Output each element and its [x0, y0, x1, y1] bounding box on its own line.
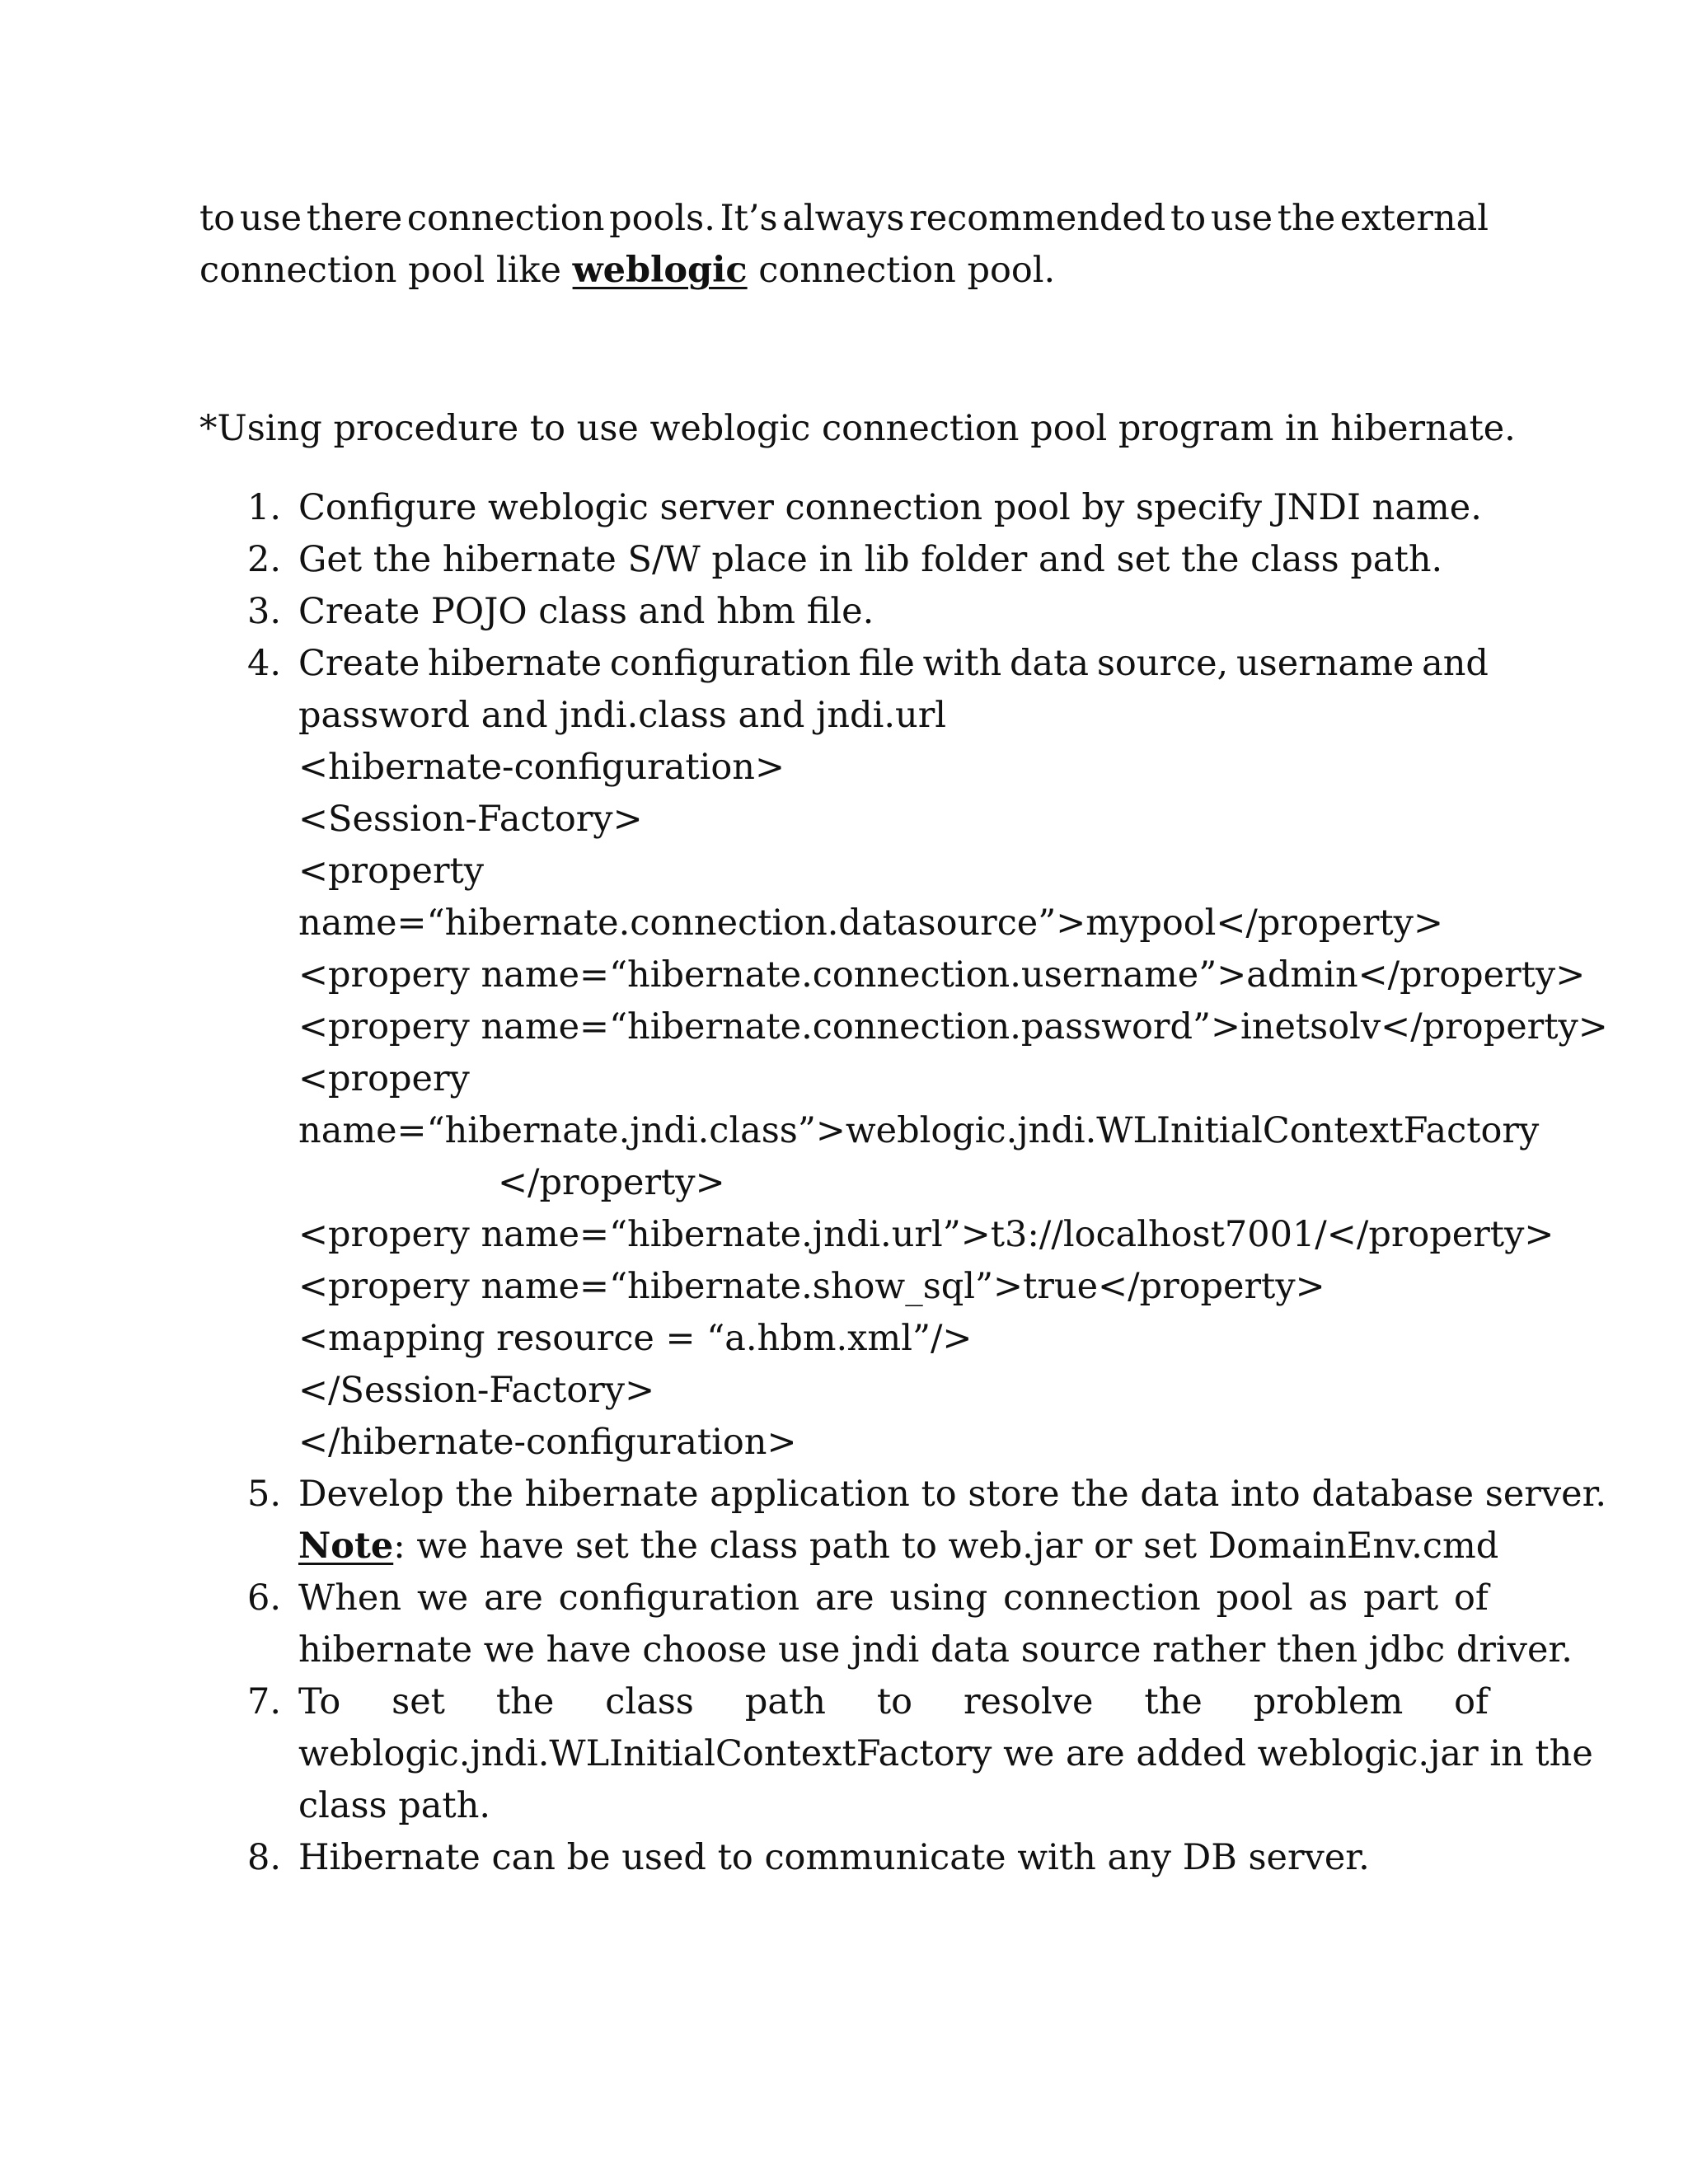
word: set — [392, 1681, 445, 1722]
config-line: <propery name=“hibernate.connection.username”>admin</property> — [298, 954, 1586, 996]
step-2-text: Get the hibernate S/W place in lib folder and set the class path. — [298, 539, 1443, 580]
step-7-line-1 — [298, 1676, 1489, 1728]
step-number: 7. — [247, 1681, 282, 1722]
config-line: <propery name=“hibernate.show_sql”>true</property> — [298, 1266, 1325, 1307]
step-6-line-1 — [298, 1572, 1489, 1624]
note-text: : we have set the class path to web.jar or set DomainEnv.cmd — [393, 1526, 1499, 1567]
step-1-text: Configure weblogic server connection pool by specify JNDI name. — [298, 487, 1482, 528]
word: pool — [1216, 1577, 1293, 1619]
config-line: </Session-Factory> — [298, 1370, 655, 1411]
word: problem — [1253, 1681, 1404, 1722]
word: Create — [298, 643, 420, 684]
word: file — [859, 643, 915, 684]
word: configuration — [609, 643, 851, 684]
step-4-line-2: password and jndi.class and jndi.url — [298, 695, 947, 736]
step-3-text: Create POJO class and hbm file. — [298, 591, 874, 632]
word: using — [889, 1577, 988, 1619]
config-line: <property — [298, 851, 485, 892]
word: recommended — [909, 198, 1166, 239]
word: username — [1236, 643, 1414, 684]
word: and — [1422, 643, 1489, 684]
step-7-line-2: weblogic.jndi.WLInitialContextFactory we are added weblogic.jar in the — [298, 1733, 1593, 1774]
step-number: 4. — [247, 643, 282, 684]
word: of — [1454, 1681, 1489, 1722]
config-line: name=“hibernate.connection.datasource”>mypool</property> — [298, 902, 1443, 944]
config-line: </property> — [498, 1162, 725, 1203]
word: To — [298, 1681, 341, 1722]
word: hibernate — [428, 643, 603, 684]
word: the — [1277, 198, 1336, 239]
step-number: 8. — [247, 1837, 282, 1878]
word: the — [495, 1681, 555, 1722]
word: It’s — [720, 198, 778, 239]
word: are — [484, 1577, 543, 1619]
word: with — [922, 643, 1002, 684]
step-7-line-3: class path. — [298, 1785, 491, 1826]
step-6-line-2: hibernate we have choose use jndi data source rather then jdbc driver. — [298, 1629, 1573, 1671]
step-number: 1. — [247, 487, 282, 528]
intro-line-2 — [199, 245, 1489, 297]
word: part — [1363, 1577, 1439, 1619]
word: path — [744, 1681, 826, 1722]
word: the — [1144, 1681, 1203, 1722]
config-line: <Session-Factory> — [298, 799, 643, 840]
word: pools. — [609, 198, 715, 239]
word: to — [199, 198, 236, 239]
config-line: <mapping resource = “a.hbm.xml”/> — [298, 1318, 973, 1359]
step-4-line-1 — [298, 638, 1489, 690]
config-line: <propery name=“hibernate.connection.password”>inetsolv</property> — [298, 1006, 1608, 1047]
procedure-heading: *Using procedure to use weblogic connection pool program in hibernate. — [199, 408, 1516, 449]
config-line: <hibernate-configuration> — [298, 747, 785, 788]
word: use — [239, 198, 302, 239]
word: When — [298, 1577, 402, 1619]
intro-text: connection pool like — [199, 250, 573, 291]
word: we — [416, 1577, 469, 1619]
word: data — [1009, 643, 1090, 684]
intro-text: connection pool. — [747, 250, 1056, 291]
config-line: name=“hibernate.jndi.class”>weblogic.jndi.WLInitialContextFactory — [298, 1110, 1540, 1151]
word: are — [814, 1577, 874, 1619]
step-number: 2. — [247, 539, 282, 580]
word: to — [876, 1681, 913, 1722]
word: as — [1308, 1577, 1348, 1619]
word: class — [605, 1681, 694, 1722]
note-label: Note — [298, 1526, 394, 1567]
step-8-text: Hibernate can be used to communicate with any DB server. — [298, 1837, 1370, 1878]
step-number: 6. — [247, 1577, 282, 1619]
word: to — [1170, 198, 1207, 239]
word: external — [1339, 198, 1489, 239]
word: source, — [1096, 643, 1229, 684]
word: connection — [1003, 1577, 1201, 1619]
step-number: 5. — [247, 1474, 282, 1515]
step-5-note — [298, 1521, 1498, 1572]
config-line: </hibernate-configuration> — [298, 1422, 797, 1463]
intro-line-1 — [199, 193, 1489, 245]
config-line: <propery name=“hibernate.jndi.url”>t3://localhost7001/</property> — [298, 1214, 1554, 1255]
word: use — [1210, 198, 1273, 239]
config-line: <propery — [298, 1058, 470, 1099]
word: there — [306, 198, 403, 239]
step-number: 3. — [247, 591, 282, 632]
step-5-text: Develop the hibernate application to store the data into database server. — [298, 1474, 1607, 1515]
word: configuration — [558, 1577, 800, 1619]
word: always — [782, 198, 905, 239]
word: resolve — [964, 1681, 1094, 1722]
word: connection — [406, 198, 605, 239]
word: of — [1454, 1577, 1489, 1619]
weblogic-emphasis: weblogic — [572, 250, 748, 291]
